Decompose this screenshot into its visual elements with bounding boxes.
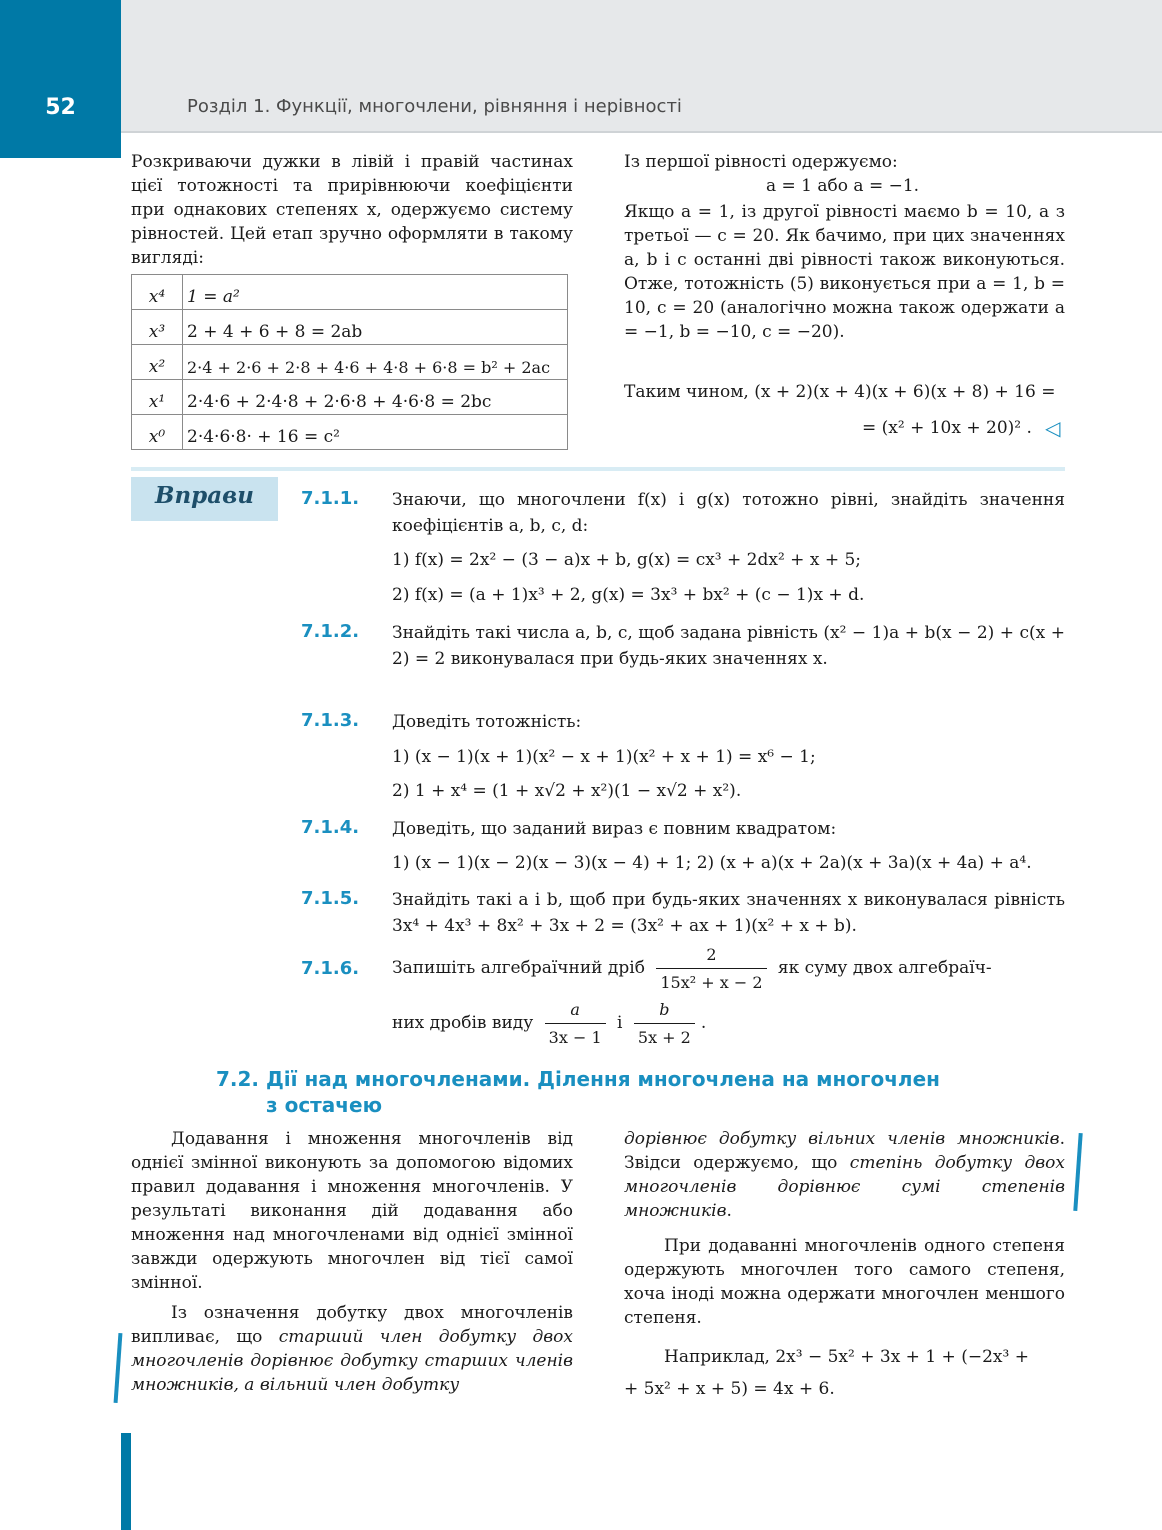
exercise-subitem: 1) f(x) = 2x² − (3 − a)x + b, g(x) = cx³ + 2dx² + x + 5;: [392, 550, 862, 570]
table-row: [132, 275, 568, 310]
section-header-title: Розділ 1. Функції, многочлени, рівняння і нерівності: [187, 96, 682, 117]
margin-accent-mark: [114, 1333, 123, 1403]
table-cell-power: x⁰: [132, 415, 183, 450]
body-paragraph: При додаванні многочленів одного степеня одержують многочлен того самого степеня, хоча іноді можна одержати многочлен меншого степеня.: [624, 1236, 1065, 1328]
conclusion-line-2: = (x² + 10x + 20)² .: [862, 418, 1032, 438]
right-paragraph: Якщо a = 1, із другої рівності маємо b = 10, а з третьої — c = 20. Як бачимо, при цих значеннях a, b і c останні дві рівності також виконуються. Отже, тотожність (5) виконується при a = 1, b = 10, c = 20 (аналогічно можна також одержати a = −1, b = −10, c = −20).: [624, 202, 1065, 342]
rule-text-italic: старший член добутку двох многочленів дорівнює добутку старших членів множників, а вільний член добутку: [131, 1327, 573, 1395]
coefficient-table: [131, 274, 568, 450]
exercise-text: Знайдіть такі числа a, b, c, щоб задана рівність (x² − 1)a + b(x − 2) + c(x + 2) = 2 виконувалася при будь-яких значеннях x.: [392, 623, 1065, 669]
table-cell-power: x²: [132, 345, 183, 380]
table-row: [132, 310, 568, 345]
exercise-number: 7.1.6.: [301, 958, 360, 979]
fraction-denominator: 3x − 1: [545, 1023, 606, 1047]
conjunction: і: [617, 1013, 623, 1033]
section-title-line-2: з остачею: [266, 1093, 383, 1117]
example-line-2: + 5x² + x + 5) = 4x + 6.: [624, 1379, 835, 1399]
header-divider: [121, 131, 1162, 133]
exercise-text: них дробів виду: [392, 1013, 534, 1033]
exercise-7-1-6-line-2: [392, 1000, 706, 1047]
fraction-numerator: 2: [706, 945, 717, 964]
period: .: [700, 1013, 707, 1033]
table-cell-equation: 2 + 4 + 6 + 8 = 2ab: [183, 310, 568, 345]
fraction: [656, 945, 766, 992]
section-title: [216, 1066, 940, 1118]
rule-text-italic: дорівнює добутку вільних членів множників: [624, 1129, 1060, 1149]
fraction-numerator: b: [659, 1000, 670, 1019]
exercise-text: Знайдіть такі a і b, щоб при будь-яких значеннях x виконувалася рівність 3x⁴ + 4x³ + 8x² + 3x + 2 = (3x² + ax + 1)(x² + x + b).: [392, 890, 1065, 936]
table-row: [132, 345, 568, 380]
body-paragraph: Додавання і множення многочленів від однієї змінної виконують за допомогою відомих правил додавання і множення многочленів. У результаті виконання дій додавання або множення над многочленами від однієї змінної завжди одержують многочлен від тієї самої змінної.: [131, 1129, 573, 1293]
table-cell-equation: 2·4 + 2·6 + 2·8 + 4·6 + 4·8 + 6·8 = b² + 2ac: [183, 345, 568, 380]
exercise-subitem: 1) (x − 1)(x − 2)(x − 3)(x − 4) + 1; 2) (x + a)(x + 2a)(x + 3a)(x + 4a) + a⁴.: [392, 853, 1032, 873]
end-of-solution-icon: ◁: [1045, 416, 1061, 440]
exercise-subitem: 1) (x − 1)(x + 1)(x² − x + 1)(x² + x + 1) = x⁶ − 1;: [392, 747, 816, 767]
exercise-text: як суму двох алгебраїч-: [777, 958, 992, 978]
example-line-1: Наприклад, 2x³ − 5x² + 3x + 1 + (−2x³ +: [664, 1347, 1029, 1367]
exercise-7-1-6-line-1: [392, 945, 1065, 992]
exercise-number: 7.1.2.: [301, 621, 360, 642]
rule-text: . Звідси одержуємо, що: [624, 1129, 1065, 1173]
intro-paragraph: Розкриваючи дужки в лівій і правій частинах цієї тотожності та прирівнюючи коефіцієнти при однакових степенях x, одержуємо систему рівностей. Цей етап зручно оформляти в такому вигляді:: [131, 152, 573, 268]
table-cell-power: x⁴: [132, 275, 183, 310]
exercise-text: Доведіть тотожність:: [392, 712, 582, 732]
page-edge-bar: [121, 1433, 131, 1530]
exercises-heading: Вправи: [155, 482, 254, 509]
exercise-number: 7.1.4.: [301, 817, 360, 838]
section-title-line-1: 7.2. Дії над многочленами. Ділення многочлена на многочлен: [216, 1067, 940, 1091]
exercise-number: 7.1.3.: [301, 710, 360, 731]
body-paragraph-right: [624, 1127, 1065, 1223]
fraction: [545, 1000, 606, 1047]
period: .: [726, 1201, 732, 1221]
margin-accent-mark: [1073, 1133, 1082, 1211]
table-cell-power: x³: [132, 310, 183, 345]
exercise-text: Доведіть, що заданий вираз є повним квадратом:: [392, 819, 837, 839]
table-row: [132, 380, 568, 415]
body-paragraph-with-rule: [131, 1301, 573, 1397]
table-row: [132, 415, 568, 450]
table-cell-equation: 1 = a²: [183, 275, 568, 310]
page-number: 52: [45, 95, 76, 120]
fraction: [634, 1000, 695, 1047]
exercise-text: Запишіть алгебраїчний дріб: [392, 958, 645, 978]
fraction-denominator: 5x + 2: [634, 1023, 695, 1047]
exercises-divider: [131, 467, 1065, 471]
rule-text-italic: степінь добутку двох многочленів дорівнює сумі степенів множників: [624, 1153, 1065, 1221]
exercise-subitem: 2) 1 + x⁴ = (1 + x√2 + x²)(1 − x√2 + x²).: [392, 781, 742, 801]
fraction-denominator: 15x² + x − 2: [656, 968, 766, 992]
exercise-text: Знаючи, що многочлени f(x) і g(x) тотожно рівні, знайдіть значення коефіцієнтів a, b, c, d:: [392, 490, 1065, 536]
exercise-number: 7.1.5.: [301, 888, 360, 909]
table-cell-equation: 2·4·6 + 2·4·8 + 2·6·8 + 4·6·8 = 2bc: [183, 380, 568, 415]
page-number-tab: [0, 0, 121, 158]
table-cell-equation: 2·4·6·8· + 16 = c²: [183, 415, 568, 450]
exercise-number: 7.1.1.: [301, 488, 360, 509]
fraction-numerator: a: [570, 1000, 580, 1019]
table-cell-power: x¹: [132, 380, 183, 415]
conclusion-line-1: Таким чином, (x + 2)(x + 4)(x + 6)(x + 8) + 16 =: [624, 382, 1056, 402]
right-line-1: Із першої рівності одержуємо:: [624, 152, 898, 172]
exercise-subitem: 2) f(x) = (a + 1)x³ + 2, g(x) = 3x³ + bx² + (c − 1)x + d.: [392, 585, 865, 605]
rule-text: Із означення добутку двох многочленів випливає, що: [131, 1303, 573, 1347]
right-line-2: a = 1 або a = −1.: [766, 176, 920, 196]
